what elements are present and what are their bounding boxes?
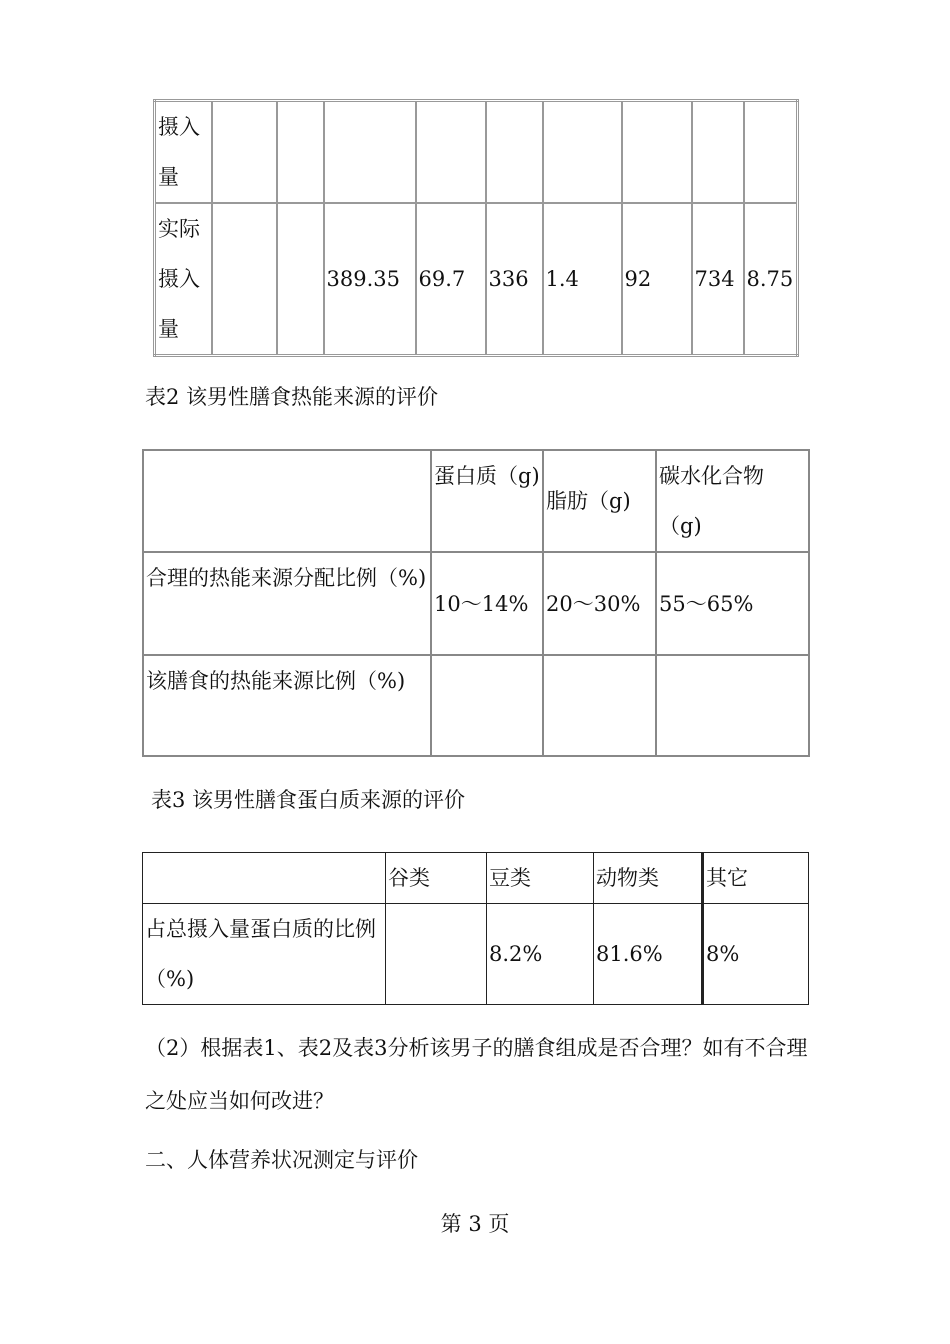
question-text: （2）根据表1、表2及表3分析该男子的膳食组成是否合理？如有不合理之处应当如何改进？ xyxy=(145,1036,808,1113)
table-cell: 8.2% xyxy=(487,904,594,1005)
table-cell xyxy=(431,655,543,756)
table-row xyxy=(143,552,809,655)
row-label: 合理的热能来源分配比例（%) xyxy=(143,552,431,655)
energy-source-table xyxy=(142,449,810,757)
table-cell: 69.7 xyxy=(416,203,486,356)
table-cell: 55～65% xyxy=(656,552,809,655)
header-cell: 蛋白质（g) xyxy=(431,450,543,552)
table-cell xyxy=(212,101,277,204)
row-label-actual-intake: 实际摄入量 xyxy=(155,203,212,356)
table-cell: 20～30% xyxy=(543,552,656,655)
table-cell: 81.6% xyxy=(594,904,703,1005)
table-cell xyxy=(622,101,692,204)
table-cell xyxy=(486,101,543,204)
header-cell xyxy=(143,450,431,552)
table-row xyxy=(143,904,809,1005)
table3-caption: 表3 该男性膳食蛋白质来源的评价 xyxy=(151,788,466,812)
header-cell xyxy=(143,853,386,904)
table-cell xyxy=(543,101,622,204)
header-cell: 动物类 xyxy=(594,853,703,904)
table-cell xyxy=(212,203,277,356)
row-label-intake: 摄入量 xyxy=(155,101,212,204)
table-cell: 10～14% xyxy=(431,552,543,655)
header-cell: 谷类 xyxy=(386,853,487,904)
table-cell xyxy=(277,101,324,204)
table-cell: 8% xyxy=(703,904,809,1005)
table-cell: 389.35 xyxy=(324,203,416,356)
header-cell: 豆类 xyxy=(487,853,594,904)
table-cell: 92 xyxy=(622,203,692,356)
page-number: 第 3 页 xyxy=(440,1212,510,1236)
table-cell xyxy=(416,101,486,204)
table-cell xyxy=(277,203,324,356)
table-cell xyxy=(744,101,798,204)
table-row xyxy=(155,203,798,356)
header-cell: 脂肪（g) xyxy=(543,450,656,552)
table2-caption: 表2 该男性膳食热能来源的评价 xyxy=(145,385,439,409)
table-header-row xyxy=(143,450,809,552)
table-cell: 734 xyxy=(692,203,744,356)
table-cell xyxy=(324,101,416,204)
table-cell: 8.75 xyxy=(744,203,798,356)
protein-source-table xyxy=(142,852,809,1005)
table-row xyxy=(155,101,798,204)
row-label: 该膳食的热能来源比例（%) xyxy=(143,655,431,756)
header-cell: 碳水化合物（g) xyxy=(656,450,809,552)
table-header-row xyxy=(143,853,809,904)
section-heading: 二、人体营养状况测定与评价 xyxy=(145,1148,418,1172)
table-cell: 1.4 xyxy=(543,203,622,356)
table-cell xyxy=(543,655,656,756)
table-cell: 336 xyxy=(486,203,543,356)
intake-table xyxy=(153,99,799,357)
table-row xyxy=(143,655,809,756)
table-cell xyxy=(656,655,809,756)
header-cell: 其它 xyxy=(703,853,809,904)
row-label: 占总摄入量蛋白质的比例（%) xyxy=(143,904,386,1005)
table-cell xyxy=(692,101,744,204)
table-cell xyxy=(386,904,487,1005)
